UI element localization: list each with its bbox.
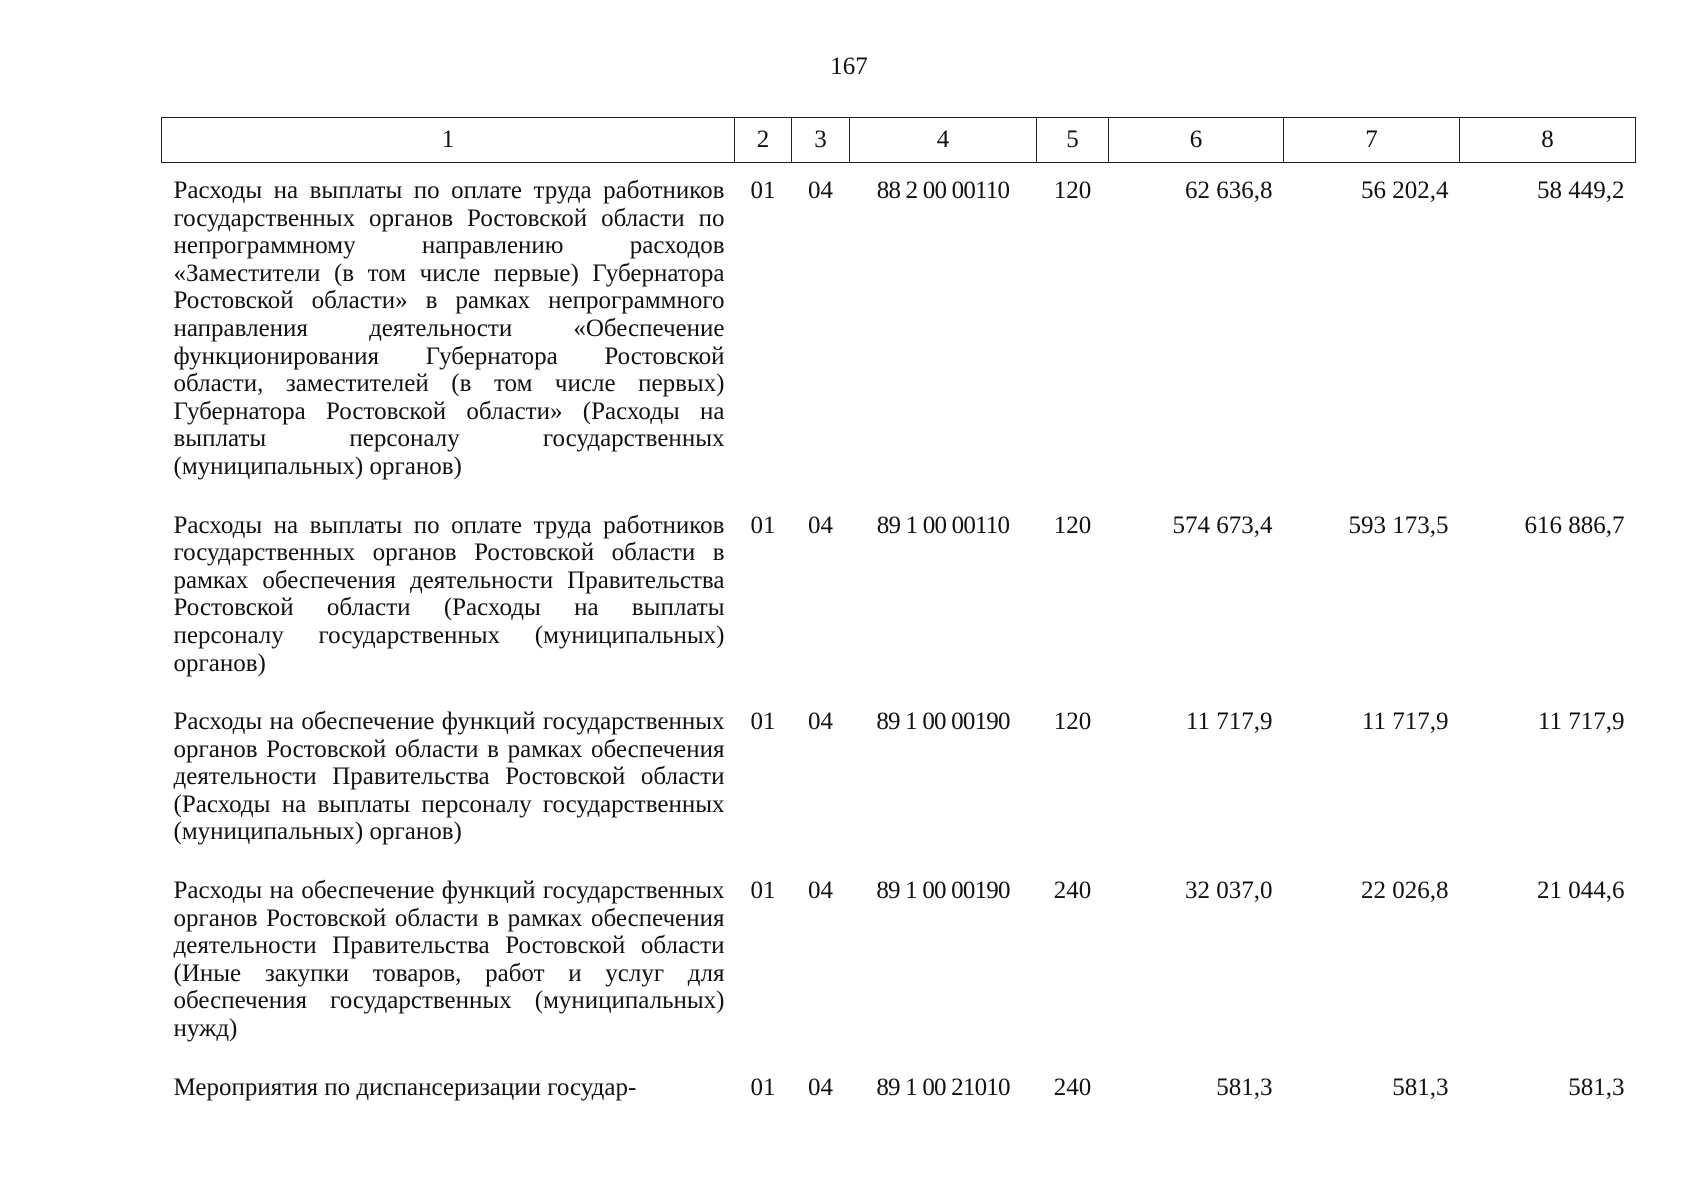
expense-type-code: 240 — [1053, 877, 1092, 905]
target-article-code: 89 1 00 21010 — [876, 1073, 1010, 1101]
section-code: 01 — [750, 1073, 776, 1101]
table-header-row — [162, 118, 1636, 163]
table-row — [162, 1060, 1636, 1119]
expense-type-code: 120 — [1053, 177, 1092, 204]
table-row — [162, 498, 1636, 695]
amount-col-7: 593 173,5 — [1348, 511, 1449, 539]
column-header-1: 1 — [162, 118, 735, 163]
amount-col-8: 616 886,7 — [1524, 511, 1625, 539]
target-article-code: 89 1 00 00110 — [876, 511, 1010, 539]
amount-col-8: 581,3 — [1568, 1073, 1625, 1101]
column-header-2: 2 — [735, 118, 792, 163]
table-row — [162, 694, 1636, 863]
row-description: Расходы на выплаты по оплате труда работников государственных органов Ростовской области по непрограммному направлению расходов «Заместители (в том числе первые) Губернатора Ростовской области» в рамках непрограммного направления деятельности «Обеспечение функционирования Губернатора Ростовской области, заместителей (в том числе первых) Губернатора Ростовской области» (Расходы на выплаты персоналу государственных (муниципальных) органов) — [173, 177, 725, 480]
expense-type-code: 120 — [1053, 708, 1092, 736]
column-header-7: 7 — [1284, 118, 1460, 163]
subsection-code: 04 — [808, 877, 833, 905]
amount-col-8: 11 717,9 — [1537, 708, 1625, 736]
subsection-code: 04 — [808, 511, 833, 539]
subsection-code: 04 — [808, 177, 833, 204]
subsection-code: 04 — [808, 708, 833, 736]
amount-col-6: 574 673,4 — [1172, 511, 1273, 539]
amount-col-7: 11 717,9 — [1361, 708, 1449, 736]
amount-col-7: 56 202,4 — [1361, 177, 1449, 204]
expense-type-code: 120 — [1053, 511, 1092, 539]
amount-col-7: 581,3 — [1392, 1073, 1449, 1101]
amount-col-8: 21 044,6 — [1537, 877, 1625, 905]
amount-col-6: 11 717,9 — [1185, 708, 1273, 736]
target-article-code: 89 1 00 00190 — [876, 708, 1010, 736]
column-header-4: 4 — [850, 118, 1037, 163]
section-code: 01 — [750, 708, 776, 736]
column-header-3: 3 — [792, 118, 850, 163]
page-number: 167 — [830, 53, 868, 80]
row-description: Расходы на обеспечение функций государственных органов Ростовской области в рамках обеспечения деятельности Правительства Ростовской области (Иные закупки товаров, работ и услуг для обеспечения государственных (муниципальных) нужд) — [173, 877, 725, 1043]
row-description: Расходы на обеспечение функций государственных органов Ростовской области в рамках обеспечения деятельности Правительства Ростовской области (Расходы на выплаты персоналу государственных (муниципальных) органов) — [173, 708, 725, 846]
row-description: Расходы на выплаты по оплате труда работников государственных органов Ростовской области в рамках обеспечения деятельности Правительства Ростовской области (Расходы на выплаты персоналу государственных (муниципальных) органов) — [173, 511, 725, 677]
column-header-8: 8 — [1460, 118, 1636, 163]
column-header-5: 5 — [1037, 118, 1109, 163]
amount-col-8: 58 449,2 — [1537, 177, 1625, 204]
amount-col-6: 32 037,0 — [1185, 877, 1273, 905]
section-code: 01 — [750, 511, 776, 539]
target-article-code: 89 1 00 00190 — [876, 877, 1010, 905]
amount-col-7: 22 026,8 — [1361, 877, 1449, 905]
expense-type-code: 240 — [1053, 1073, 1092, 1101]
section-code: 01 — [750, 177, 776, 204]
target-article-code: 88 2 00 00110 — [876, 177, 1010, 204]
subsection-code: 04 — [808, 1073, 833, 1101]
table-row — [162, 163, 1636, 498]
budget-table — [161, 117, 1636, 1118]
amount-col-6: 62 636,8 — [1185, 177, 1273, 204]
amount-col-6: 581,3 — [1216, 1073, 1273, 1101]
column-header-6: 6 — [1109, 118, 1284, 163]
row-description: Мероприятия по диспансеризации государ- — [173, 1073, 637, 1101]
table-row — [162, 863, 1636, 1060]
section-code: 01 — [750, 877, 776, 905]
